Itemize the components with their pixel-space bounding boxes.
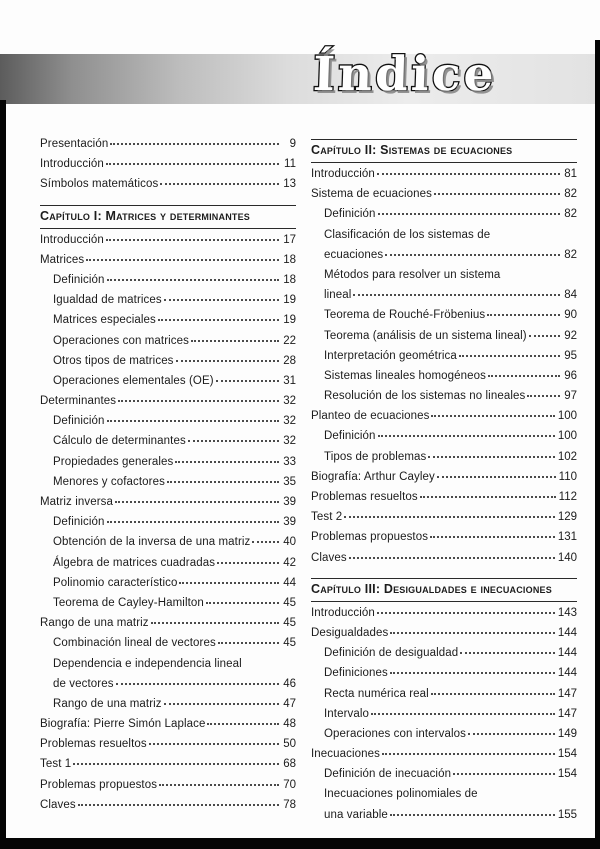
toc-entry-label: Test 1 bbox=[40, 758, 72, 771]
dotted-leader bbox=[487, 314, 560, 316]
toc-entry-label: Teorema de Rouché-Fröbenius bbox=[324, 309, 486, 322]
toc-entry bbox=[40, 274, 296, 294]
toc-entry-label: Teorema (análisis de un sistema lineal) bbox=[324, 329, 527, 342]
toc-entry-page: 32 bbox=[283, 395, 296, 408]
toc-entry-label: Definición bbox=[53, 273, 105, 286]
toc-entry-page: 50 bbox=[283, 738, 296, 751]
toc-entry-label: Desigualdades bbox=[311, 626, 389, 639]
toc-entry-page: 46 bbox=[283, 677, 296, 690]
toc-entry-label: Definición de desigualdad bbox=[324, 647, 459, 660]
toc-entry-label: Claves bbox=[311, 551, 347, 564]
toc-entry-page: 11 bbox=[284, 158, 296, 171]
toc-entry-page: 154 bbox=[557, 748, 577, 761]
toc-entry-page: 97 bbox=[564, 390, 577, 403]
toc-entry-label: Operaciones con intervalos bbox=[324, 727, 466, 740]
dotted-leader bbox=[390, 672, 555, 674]
toc-entry-page: 84 bbox=[564, 289, 577, 302]
dotted-leader bbox=[206, 602, 279, 604]
toc-entry bbox=[311, 667, 577, 687]
toc-entry-label: Otros tipos de matrices bbox=[53, 354, 174, 367]
toc-entry-page: 17 bbox=[283, 233, 296, 246]
toc-entry bbox=[311, 350, 577, 370]
toc-column-left bbox=[40, 138, 296, 819]
toc-entry-page: 147 bbox=[557, 707, 577, 720]
toc-entry bbox=[40, 415, 296, 435]
toc-entry-label: Igualdad de matrices bbox=[53, 294, 162, 307]
toc-entry bbox=[311, 249, 577, 269]
toc-entry-label: Símbolos matemáticos bbox=[40, 178, 159, 191]
toc-entry bbox=[40, 557, 296, 577]
toc-entry-page: 33 bbox=[283, 455, 296, 468]
toc-entry bbox=[311, 410, 577, 430]
dotted-leader bbox=[207, 723, 279, 725]
dotted-leader bbox=[73, 763, 279, 765]
toc-entry-label: Problemas propuestos bbox=[40, 778, 158, 791]
dotted-leader bbox=[107, 279, 280, 281]
toc-entry-label: Rango de una matriz bbox=[40, 617, 149, 630]
dotted-leader bbox=[390, 814, 555, 816]
toc-entry-label: Claves bbox=[40, 798, 76, 811]
toc-entry-label: Polinomio característico bbox=[53, 576, 178, 589]
toc-entry-label: Biografía: Pierre Simón Laplace bbox=[40, 718, 206, 731]
toc-entry-label: de vectores bbox=[53, 677, 114, 690]
toc-entry-label: Teorema de Cayley-Hamilton bbox=[53, 596, 204, 609]
toc-entry bbox=[40, 617, 296, 637]
toc-entry bbox=[40, 496, 296, 516]
dotted-leader bbox=[158, 319, 279, 321]
dotted-leader bbox=[151, 622, 279, 624]
toc-entry bbox=[40, 658, 296, 678]
dotted-leader bbox=[78, 804, 279, 806]
toc-entry-label: Definiciones bbox=[324, 667, 388, 680]
toc-entry bbox=[40, 516, 296, 536]
toc-entry-label: Resolución de los sistemas no lineales bbox=[324, 390, 526, 403]
toc-entry-page: 144 bbox=[557, 647, 577, 660]
dotted-leader bbox=[378, 435, 555, 437]
toc-entry-page: 154 bbox=[557, 768, 577, 781]
dotted-leader bbox=[527, 395, 560, 397]
toc-entry-page: 140 bbox=[557, 551, 577, 564]
toc-entry-label: una variable bbox=[324, 808, 388, 821]
dotted-leader bbox=[160, 183, 279, 185]
dotted-leader bbox=[529, 335, 560, 337]
toc-entry bbox=[311, 430, 577, 450]
toc-entry-label: Operaciones con matrices bbox=[53, 334, 189, 347]
toc-entry-page: 32 bbox=[283, 435, 296, 448]
chapter-heading: Capítulo III: Desigualdades e inecuaciones bbox=[311, 578, 577, 602]
toc-entry-label: Menores y cofactores bbox=[53, 475, 165, 488]
dotted-leader bbox=[164, 299, 279, 301]
toc-entry bbox=[40, 597, 296, 617]
chapter-heading: Capítulo I: Matrices y determinantes bbox=[40, 205, 296, 229]
toc-entry-page: 68 bbox=[283, 758, 296, 771]
toc-entry bbox=[40, 138, 296, 158]
dotted-leader bbox=[164, 703, 279, 705]
toc-entry-page: 147 bbox=[557, 687, 577, 700]
toc-entry-label: Matrices especiales bbox=[53, 314, 156, 327]
toc-entry-page: 18 bbox=[283, 253, 296, 266]
toc-entry bbox=[40, 456, 296, 476]
dotted-leader bbox=[191, 340, 279, 342]
toc-entry bbox=[311, 627, 577, 647]
toc-entry-label: Problemas propuestos bbox=[311, 531, 429, 544]
dotted-leader bbox=[218, 642, 279, 644]
toc-entry-label: Definición bbox=[324, 208, 376, 221]
toc-entry-page: 9 bbox=[289, 138, 296, 150]
toc-entry-page: 31 bbox=[283, 374, 296, 387]
toc-entry-page: 44 bbox=[283, 576, 296, 589]
toc-entry-label: Introducción bbox=[40, 158, 104, 171]
toc-entry-label: Test 2 bbox=[311, 511, 343, 524]
toc-entry bbox=[311, 728, 577, 748]
toc-entry-label: Rango de una matriz bbox=[53, 697, 162, 710]
toc-entry bbox=[40, 178, 296, 198]
dotted-leader bbox=[382, 753, 555, 755]
toc-entry-label: lineal bbox=[324, 289, 352, 302]
toc-entry-page: 19 bbox=[283, 294, 296, 307]
dotted-leader bbox=[390, 632, 554, 634]
toc-entry bbox=[40, 395, 296, 415]
toc-entry bbox=[40, 254, 296, 274]
toc-entry bbox=[40, 779, 296, 799]
toc-entry bbox=[311, 229, 577, 249]
toc-entry bbox=[311, 788, 577, 808]
toc-entry-page: 45 bbox=[283, 596, 296, 609]
toc-entry-label: Matriz inversa bbox=[40, 496, 113, 508]
toc-entry bbox=[40, 158, 296, 178]
toc-entry-page: 40 bbox=[283, 536, 296, 549]
toc-entry-page: 96 bbox=[564, 369, 577, 382]
toc-entry bbox=[311, 471, 577, 491]
toc-entry bbox=[311, 451, 577, 471]
toc-entry bbox=[40, 799, 296, 819]
toc-entry bbox=[311, 309, 577, 329]
dotted-leader bbox=[460, 652, 555, 654]
toc-entry-page: 149 bbox=[557, 727, 577, 740]
toc-entry bbox=[311, 647, 577, 667]
toc-entry-page: 112 bbox=[558, 491, 577, 503]
dotted-leader bbox=[434, 193, 560, 195]
toc-entry-label: Introducción bbox=[311, 168, 375, 180]
dotted-leader bbox=[377, 612, 555, 614]
dotted-leader bbox=[217, 562, 279, 564]
toc-entry-page: 42 bbox=[283, 556, 296, 569]
toc-entry-page: 39 bbox=[283, 496, 296, 508]
toc-entry-label: Introducción bbox=[311, 606, 375, 619]
toc-entry-label: Determinantes bbox=[40, 395, 117, 408]
toc-entry bbox=[40, 335, 296, 355]
toc-entry-label: Inecuaciones bbox=[311, 748, 380, 761]
dotted-leader bbox=[488, 375, 560, 377]
toc-entry bbox=[40, 294, 296, 314]
dotted-leader bbox=[431, 415, 554, 417]
dotted-leader bbox=[106, 163, 279, 165]
dotted-leader bbox=[459, 355, 560, 357]
toc-entry-page: 155 bbox=[557, 808, 577, 821]
toc-entry bbox=[311, 168, 577, 188]
toc-entry bbox=[311, 607, 577, 627]
toc-entry-label: Definición de inecuación bbox=[324, 768, 452, 781]
toc-entry-label: Inecuaciones polinomiales de bbox=[324, 788, 478, 801]
scan-edge-bottom bbox=[0, 838, 600, 849]
toc-entry-page: 81 bbox=[564, 168, 577, 180]
toc-entry-page: 35 bbox=[283, 475, 296, 488]
toc-entry-label: Propiedades generales bbox=[53, 455, 174, 468]
toc-entry-page: 100 bbox=[557, 430, 577, 443]
toc-entry bbox=[40, 577, 296, 597]
toc-entry-label: Tipos de problemas bbox=[324, 450, 427, 463]
dotted-leader bbox=[371, 713, 555, 715]
toc-entry-page: 39 bbox=[283, 516, 296, 529]
toc-entry-page: 48 bbox=[283, 718, 296, 731]
toc-entry-label: Obtención de la inversa de una matriz bbox=[53, 536, 251, 549]
toc-entry-page: 19 bbox=[283, 314, 296, 327]
toc-entry bbox=[311, 748, 577, 768]
toc-entry bbox=[40, 678, 296, 698]
toc-entry-label: Operaciones elementales (OE) bbox=[53, 374, 214, 387]
dotted-leader bbox=[349, 557, 555, 559]
toc-entry-page: 32 bbox=[283, 415, 296, 428]
toc-entry-label: Intervalo bbox=[324, 707, 370, 720]
dotted-leader bbox=[453, 773, 555, 775]
dotted-leader bbox=[175, 461, 279, 463]
dotted-leader bbox=[431, 693, 555, 695]
toc-entry-label: Clasificación de los sistemas de bbox=[324, 228, 491, 241]
toc-entry-label: Definición bbox=[53, 516, 105, 529]
toc-entry-page: 82 bbox=[564, 188, 577, 201]
toc-entry-page: 92 bbox=[564, 329, 577, 342]
toc-entry-page: 102 bbox=[557, 450, 577, 463]
toc-entry-label: Definición bbox=[324, 430, 376, 443]
dotted-leader bbox=[149, 743, 279, 745]
dotted-leader bbox=[420, 496, 556, 498]
toc-entry-page: 70 bbox=[283, 778, 296, 791]
toc-entry bbox=[311, 768, 577, 788]
dotted-leader bbox=[378, 213, 561, 215]
dotted-leader bbox=[353, 294, 560, 296]
toc-entry bbox=[311, 370, 577, 390]
dotted-leader bbox=[377, 173, 560, 175]
toc-entry-page: 82 bbox=[564, 208, 577, 221]
toc-entry-page: 13 bbox=[283, 178, 296, 191]
toc-entry-page: 47 bbox=[283, 697, 296, 710]
index-banner bbox=[0, 54, 600, 104]
dotted-leader bbox=[110, 143, 279, 145]
dotted-leader bbox=[385, 254, 560, 256]
toc-entry-page: 45 bbox=[283, 617, 296, 630]
toc-entry bbox=[311, 688, 577, 708]
toc-entry bbox=[311, 511, 577, 531]
toc-entry-page: 82 bbox=[564, 248, 577, 261]
toc-entry bbox=[40, 718, 296, 738]
toc-entry-label: Métodos para resolver un sistema bbox=[324, 268, 501, 281]
toc-entry bbox=[311, 390, 577, 410]
toc-entry-page: 95 bbox=[564, 349, 577, 362]
dotted-leader bbox=[344, 516, 555, 518]
toc-entry bbox=[40, 758, 296, 778]
dotted-leader bbox=[176, 360, 279, 362]
toc-entry bbox=[311, 552, 577, 572]
toc-entry-label: Introducción bbox=[40, 233, 104, 246]
toc-entry-page: 18 bbox=[283, 273, 296, 286]
toc-entry bbox=[311, 708, 577, 728]
toc-entry bbox=[40, 698, 296, 718]
dotted-leader bbox=[252, 541, 279, 543]
scan-edge-right bbox=[595, 40, 600, 849]
toc-entry-page: 131 bbox=[557, 531, 577, 544]
toc-entry-label: Matrices bbox=[40, 253, 85, 266]
toc-entry-label: Álgebra de matrices cuadradas bbox=[53, 556, 216, 569]
dotted-leader bbox=[107, 420, 280, 422]
toc-entry-page: 28 bbox=[283, 354, 296, 367]
toc-entry bbox=[311, 809, 577, 829]
toc-entry bbox=[311, 531, 577, 551]
toc-entry-page: 45 bbox=[283, 637, 296, 650]
toc-column-right bbox=[311, 138, 577, 829]
chapter-heading: Capítulo II: Sistemas de ecuaciones bbox=[311, 139, 577, 163]
scan-edge-left bbox=[0, 100, 6, 849]
toc-entry bbox=[40, 355, 296, 375]
toc-entry-page: 100 bbox=[557, 410, 577, 423]
toc-entry-page: 110 bbox=[558, 470, 577, 483]
dotted-leader bbox=[468, 733, 555, 735]
index-title: Índice bbox=[311, 47, 497, 102]
toc-entry-page: 144 bbox=[557, 626, 577, 639]
dotted-leader bbox=[116, 683, 279, 685]
dotted-leader bbox=[159, 784, 279, 786]
dotted-leader bbox=[107, 521, 280, 523]
toc-entry-label: Planteo de ecuaciones bbox=[311, 410, 430, 423]
dotted-leader bbox=[216, 380, 279, 382]
toc-entry-page: 90 bbox=[564, 309, 577, 322]
toc-entry-label: Cálculo de determinantes bbox=[53, 435, 186, 448]
toc-entry-label: Sistema de ecuaciones bbox=[311, 188, 433, 201]
toc-entry bbox=[40, 637, 296, 657]
toc-entry-label: Biografía: Arthur Cayley bbox=[311, 470, 435, 483]
toc-entry-page: 143 bbox=[557, 606, 577, 619]
toc-entry-label: Recta numérica real bbox=[324, 687, 429, 700]
toc-entry-label: Presentación bbox=[40, 138, 109, 150]
toc-entry-label: Dependencia e independencia lineal bbox=[53, 657, 242, 670]
toc-entry bbox=[40, 234, 296, 254]
dotted-leader bbox=[428, 456, 554, 458]
toc-entry bbox=[311, 289, 577, 309]
toc-entry-page: 78 bbox=[283, 798, 296, 811]
toc-entry bbox=[40, 375, 296, 395]
dotted-leader bbox=[106, 239, 279, 241]
dotted-leader bbox=[115, 501, 279, 503]
toc-entry-page: 22 bbox=[283, 334, 296, 347]
dotted-leader bbox=[86, 259, 279, 261]
toc-entry-label: Definición bbox=[53, 415, 105, 428]
toc-entry bbox=[311, 188, 577, 208]
toc-entry bbox=[40, 435, 296, 455]
dotted-leader bbox=[179, 582, 279, 584]
toc-entry-label: ecuaciones bbox=[324, 248, 384, 261]
dotted-leader bbox=[118, 400, 279, 402]
toc-entry bbox=[40, 314, 296, 334]
toc-entry-page: 144 bbox=[557, 667, 577, 680]
toc-entry bbox=[311, 269, 577, 289]
dotted-leader bbox=[430, 536, 555, 538]
toc-entry-label: Problemas resueltos bbox=[311, 491, 418, 503]
toc-entry-label: Problemas resueltos bbox=[40, 738, 147, 751]
toc-entry-label: Sistemas lineales homogéneos bbox=[324, 369, 486, 382]
toc-entry bbox=[311, 208, 577, 228]
toc-entry bbox=[40, 738, 296, 758]
toc-entry-label: Combinación lineal de vectores bbox=[53, 637, 216, 650]
toc-entry bbox=[40, 476, 296, 496]
dotted-leader bbox=[437, 476, 556, 478]
dotted-leader bbox=[167, 481, 279, 483]
toc-entry bbox=[311, 491, 577, 511]
toc-entry-label: Interpretación geométrica bbox=[324, 349, 457, 362]
toc-entry bbox=[40, 536, 296, 556]
toc-entry bbox=[311, 330, 577, 350]
toc-entry-page: 129 bbox=[557, 511, 577, 524]
dotted-leader bbox=[188, 440, 279, 442]
